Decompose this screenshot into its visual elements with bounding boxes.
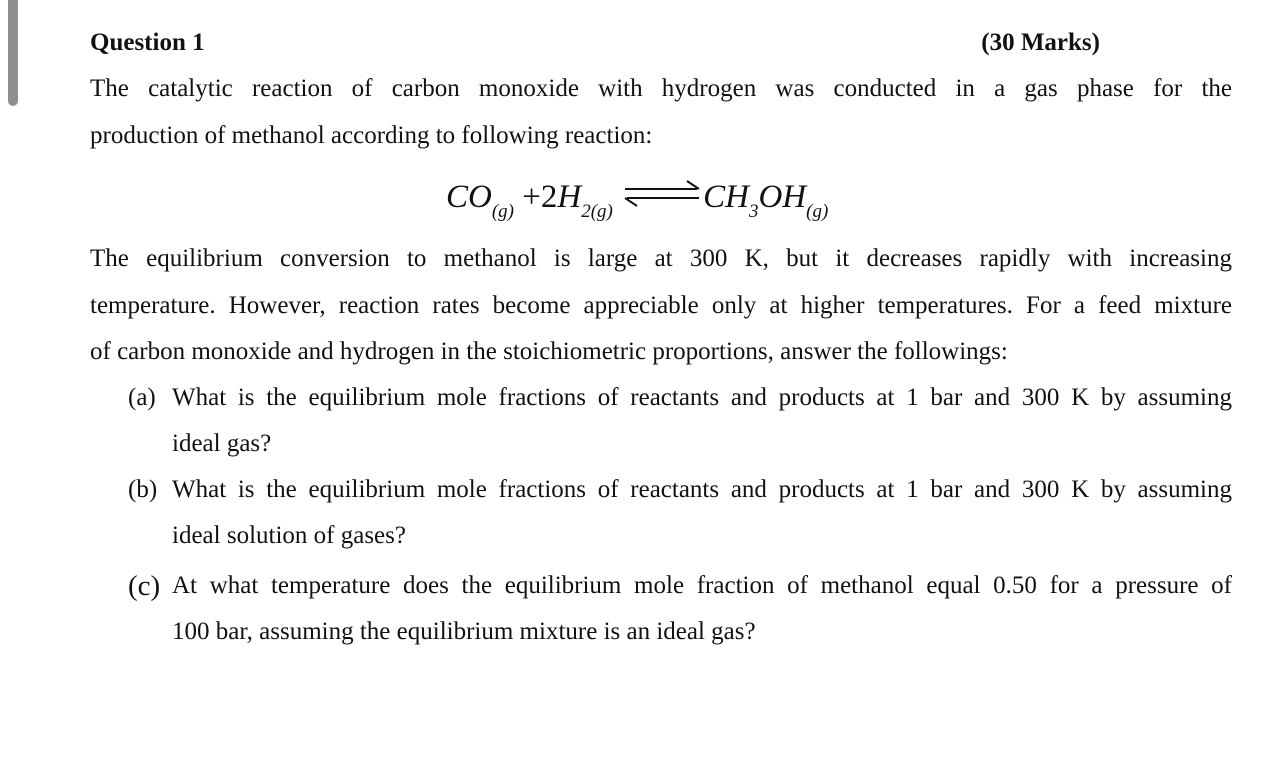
eq-product-a: CH [703,179,749,215]
part-c [128,563,1232,655]
eq-plus: + [522,179,541,215]
intro-line: production of methanol according to following reaction: [90,121,653,149]
intro-paragraph [90,66,1232,159]
intro-line: The catalytic reaction of carbon monoxide with hydrogen was conducted in a gas phase for the [90,75,1232,102]
part-marker: (c) [128,570,161,602]
part-line: ideal solution of gases? [172,522,406,549]
part-marker: (b) [128,476,158,503]
part-a [128,375,1232,467]
eq-reactant2-sub: 2(g) [581,201,613,222]
part-line: What is the equilibrium mole fractions of reactants and products at 1 bar and 300 K by assuming [172,476,1232,503]
eq-reactant1: CO [446,179,492,215]
body-line: The equilibrium conversion to methanol is large at 300 K, but it decreases rapidly with increasing [90,245,1232,272]
eq-product-sub-a: 3 [748,201,759,222]
eq-coef: 2 [540,179,558,215]
question-header [90,26,1100,60]
body-line: of carbon monoxide and hydrogen in the stoichiometric proportions, answer the followings: [90,338,1008,365]
body-paragraph [90,236,1232,376]
question-marks: (30 Marks) [981,29,1100,56]
part-line: What is the equilibrium mole fractions of reactants and products at 1 bar and 300 K by assuming [172,384,1232,411]
eq-product-b: OH [758,179,807,215]
part-line: 100 bar, assuming the equilibrium mixture is an ideal gas? [172,618,756,645]
eq-product-sub-b: (g) [806,201,829,222]
question-title: Question 1 [90,29,205,56]
scrollbar-thumb[interactable] [8,0,18,106]
reaction-equation [446,172,828,222]
part-line: ideal gas? [172,430,272,457]
eq-reactant1-sub: (g) [491,201,514,222]
eq-reactant2: H [557,179,582,215]
part-b [128,467,1232,559]
equilibrium-arrows-icon [621,178,703,208]
body-line: temperature. However, reaction rates become appreciable only at higher temperatures. For a feed mixture [90,291,1232,319]
part-marker: (a) [128,384,156,411]
part-line: At what temperature does the equilibrium mole fraction of methanol equal 0.50 for a pressure of [172,572,1232,599]
